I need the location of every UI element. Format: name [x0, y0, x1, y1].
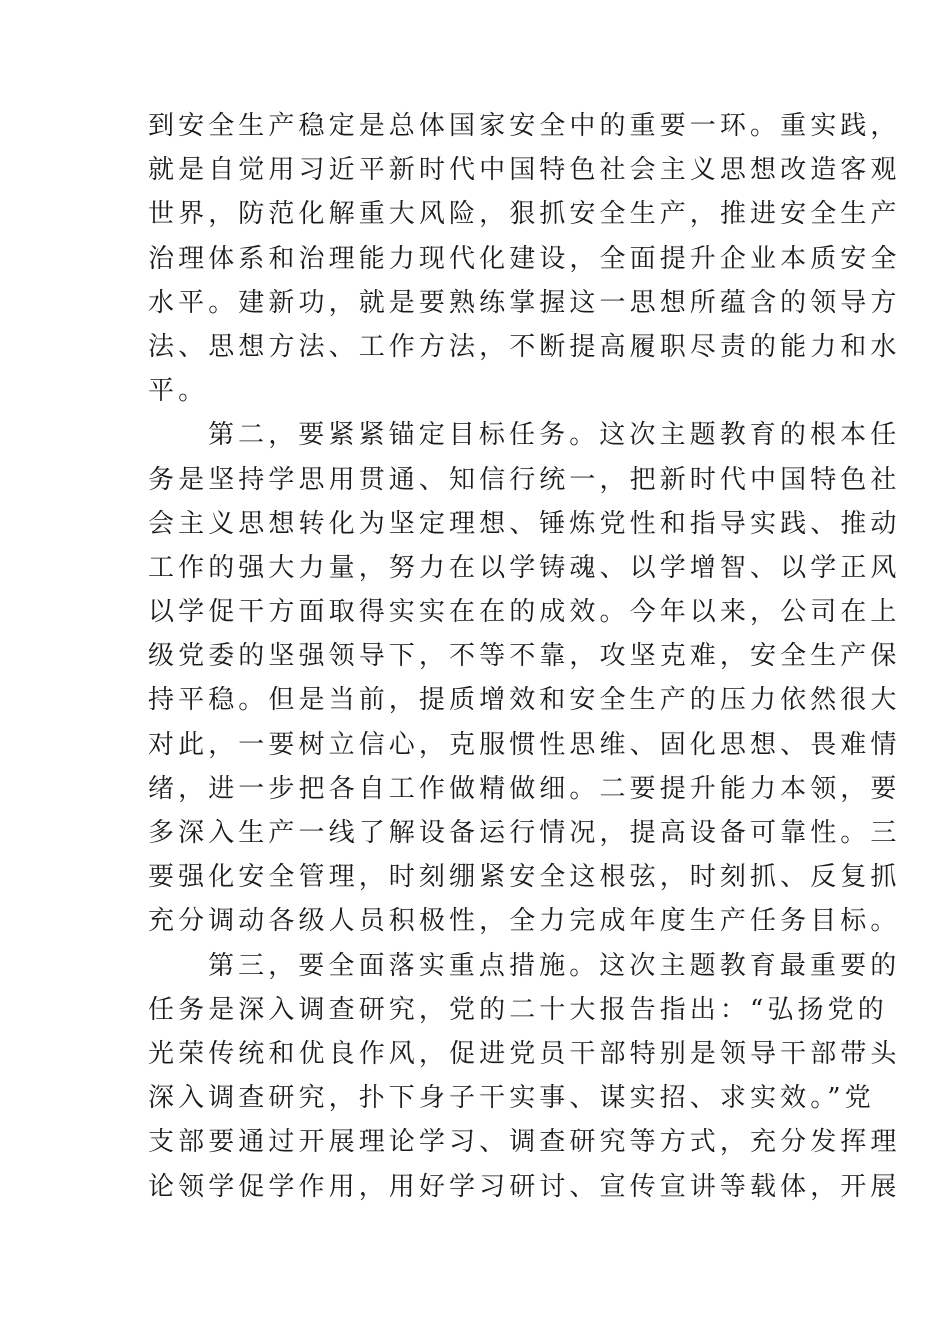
paragraph-3	[148, 944, 901, 1209]
text-line: 会主义思想转化为坚定理想、锤炼党性和指导实践、推动	[148, 508, 901, 539]
text-line: 以学促干方面取得实实在在的成效。今年以来，公司在上	[148, 597, 901, 628]
text-line: 任务是深入调查研究，党的二十大报告指出：“弘扬党的	[148, 994, 888, 1025]
text-line: 论领学促学作用，用好学习研讨、宣传宣讲等载体，开展	[148, 1171, 901, 1202]
text-line: 法、思想方法、工作方法，不断提高履职尽责的能力和水	[148, 331, 901, 362]
document-body	[148, 104, 901, 1209]
text-line: 要强化安全管理，时刻绷紧安全这根弦，时刻抓、反复抓	[148, 862, 901, 893]
paragraph-2	[148, 413, 901, 943]
paragraph-1	[148, 104, 901, 413]
text-line: 深入调查研究，扑下身子干实事、谋实招、求实效。”党	[148, 1083, 875, 1114]
text-line: 持平稳。但是当前，提质增效和安全生产的压力依然很大	[148, 685, 901, 716]
text-line: 支部要通过开展理论学习、调查研究等方式，充分发挥理	[148, 1127, 901, 1158]
text-line: 到安全生产稳定是总体国家安全中的重要一环。重实践，	[148, 111, 901, 141]
text-line-first: 第三，要全面落实重点措施。这次主题教育最重要的	[208, 950, 901, 981]
text-line: 对此，一要树立信心，克服惯性思维、固化思想、畏难情	[148, 729, 901, 760]
text-line: 绪，进一步把各自工作做精做细。二要提升能力本领，要	[148, 773, 901, 804]
text-line: 平。	[148, 376, 209, 407]
text-line: 充分调动各级人员积极性，全力完成年度生产任务目标。	[148, 906, 901, 937]
text-line: 就是自觉用习近平新时代中国特色社会主义思想改造客观	[148, 155, 901, 186]
text-line-first: 第二，要紧紧锚定目标任务。这次主题教育的根本任	[208, 420, 901, 451]
text-line: 级党委的坚强领导下，不等不靠，攻坚克难，安全生产保	[148, 641, 901, 672]
text-line: 工作的强大力量，努力在以学铸魂、以学增智、以学正风	[148, 552, 901, 583]
text-line: 水平。建新功，就是要熟练掌握这一思想所蕴含的领导方	[148, 287, 901, 318]
text-line: 多深入生产一线了解设备运行情况，提高设备可靠性。三	[148, 818, 901, 848]
text-line: 光荣传统和优良作风，促进党员干部特别是领导干部带头	[148, 1038, 901, 1069]
text-line: 治理体系和治理能力现代化建设，全面提升企业本质安全	[148, 243, 901, 274]
text-line: 务是坚持学思用贯通、知信行统一，把新时代中国特色社	[148, 464, 901, 495]
text-line: 世界，防范化解重大风险，狠抓安全生产，推进安全生产	[148, 199, 901, 230]
